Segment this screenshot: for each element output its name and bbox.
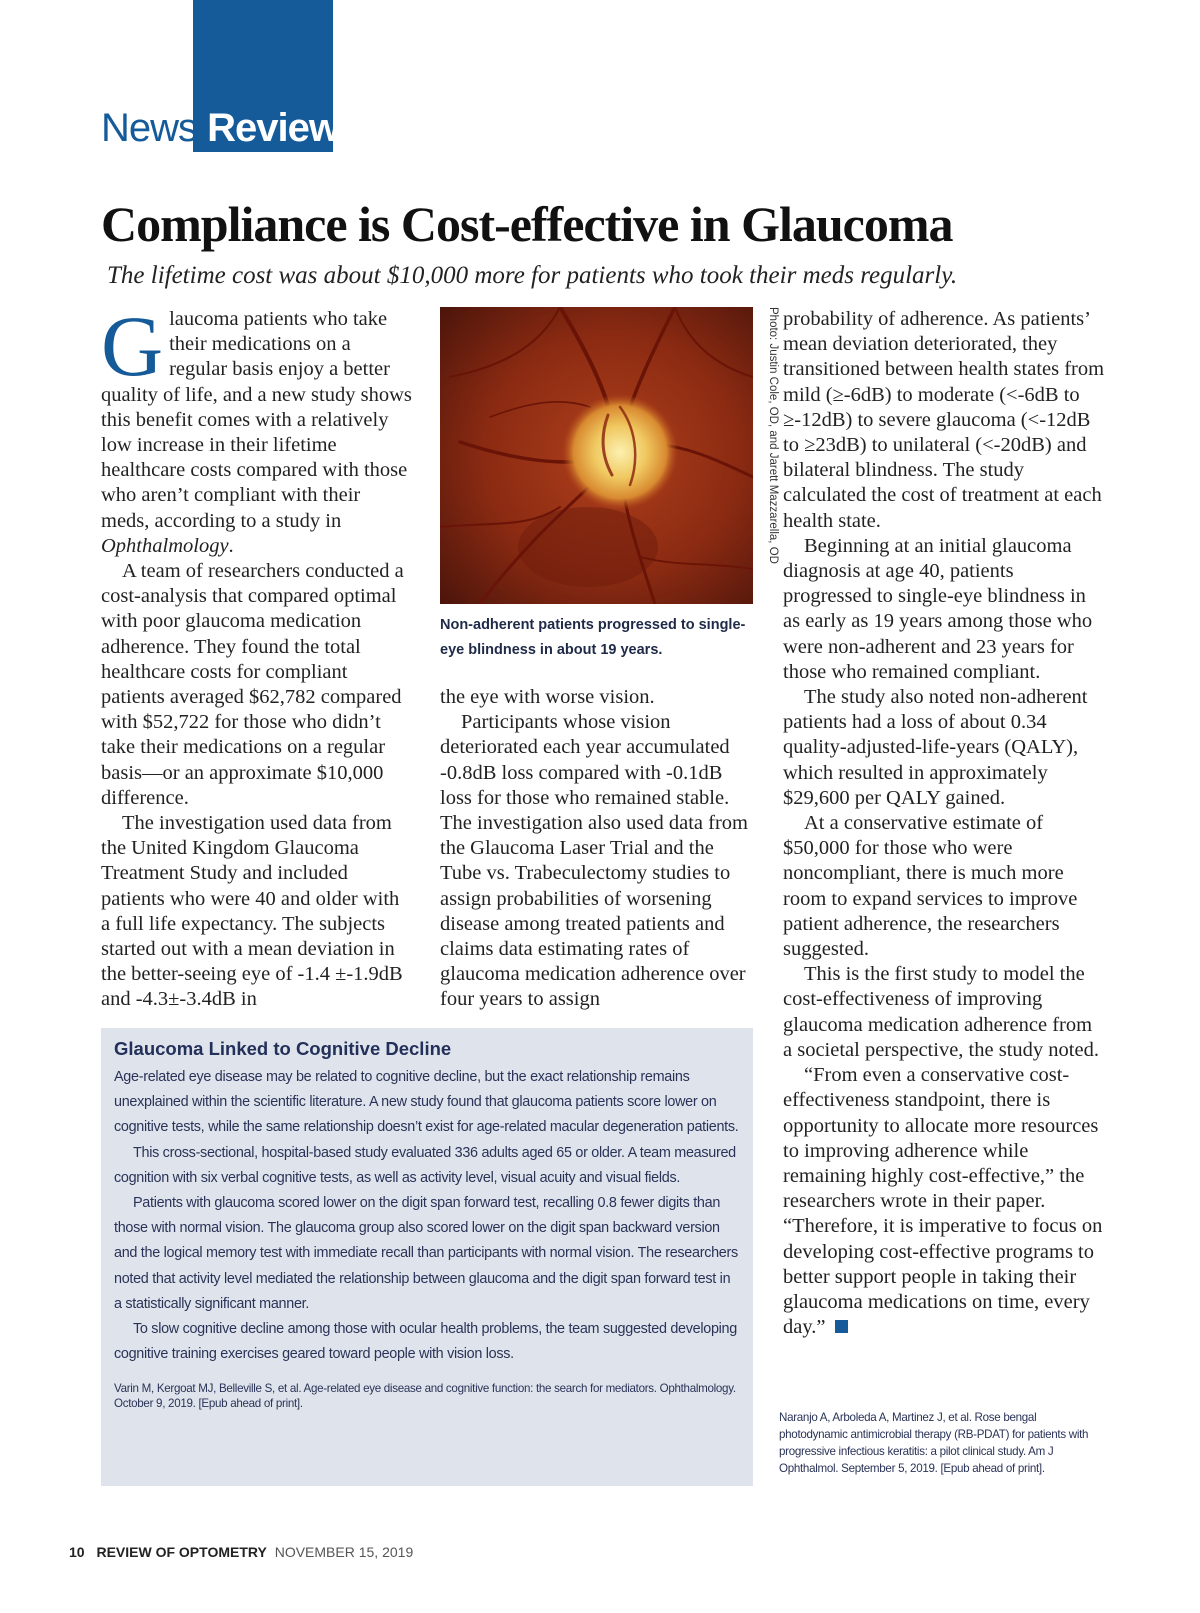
article-paragraph: This is the first study to model the cost-effectiveness of improving glaucoma medication adherence from a societal perspective, the study noted. — [783, 963, 1099, 1061]
section-label-news: News — [101, 106, 198, 150]
article-paragraph: A team of researchers conducted a cost-analysis that compared optimal with poor glaucoma medication adherence. They found the total healthcare costs for compliant patients averaged $62,782 compared with $52,722 for those who didn’t take their medications on a regular basis—or an approximate $10,000 difference. — [101, 560, 404, 809]
sidebar-box — [101, 1028, 753, 1486]
sidebar-title: Glaucoma Linked to Cognitive Decline — [114, 1038, 452, 1059]
deck-subheadline: The lifetime cost was about $10,000 more for patients who took their meds regularly. — [107, 262, 958, 289]
issue-date: NOVEMBER 15, 2019 — [274, 1544, 414, 1560]
article-paragraph: Beginning at an initial glaucoma diagnosis at age 40, patients progressed to single-eye blindness in as early as 19 years among those who were non-adherent and 23 years for those who remained compliant. — [783, 534, 1093, 683]
article-paragraph: the eye with worse vision. — [440, 686, 655, 708]
publication-name: REVIEW OF OPTOMETRY — [96, 1544, 267, 1560]
sidebar-paragraph: Age-related eye disease may be related to cognitive decline, but the exact relationship remains unexplained within the scientific literature. A new study found that glaucoma patients score lower on cognitive tests, while the same relationship doesn’t exist for age-related macular degeneration patients. — [114, 1069, 739, 1136]
sidebar-paragraph: This cross-sectional, hospital-based study evaluated 336 adults aged 65 or older. A team measured cognition with six verbal cognitive tests, as well as activity level, visual acuity and visual fields. — [114, 1144, 736, 1186]
article-reference: Naranjo A, Arboleda A, Martinez J, et al. Rose bengal photodynamic antimicrobial therapy (RB-PDAT) for patients with progressive infectious keratitis: a pilot clinical study. Am J Ophthalmol. September 5, 2019. [Epub ahead of print]. — [779, 1411, 1089, 1475]
sidebar-reference: Varin M, Kergoat MJ, Belleville S, et al. Age-related eye disease and cognitive function: the search for mediators. Ophthalmology. October 9, 2019. [Epub ahead of print]. — [114, 1382, 736, 1411]
photo-credit: Photo: Justin Cole, OD, and Jarett Mazzarella, OD — [767, 307, 779, 564]
fundus-photo — [440, 307, 753, 604]
sidebar-paragraph: Patients with glaucoma scored lower on the digit span forward test, recalling 0.8 fewer digits than those with normal vision. The glaucoma group also scored lower on the digit span backward version and the logical memory test with immediate recall than participants with normal vision. The researchers noted that activity level mediated the relationship between glaucoma and the digit span forward test in a statistically significant manner. — [114, 1195, 738, 1312]
end-of-story-mark — [835, 1320, 848, 1333]
article-paragraph: Participants whose vision deteriorated each year accumulated -0.8dB loss compared with -0.1dB loss for those who remained stable. The investigation also used data from the Glaucoma Laser Trial and the Tube vs. Trabeculectomy studies to assign probabilities of worsening disease among treated patients and claims data estimating rates of glaucoma medication adherence over four years to assign — [440, 711, 748, 1011]
article-paragraph: The study also noted non-adherent patients had a loss of about 0.34 quality-adjusted-life-years (QALY), which resulted in approximately $29,600 per QALY gained. — [783, 686, 1088, 809]
article-column-1 — [101, 298, 413, 1013]
headline: Compliance is Cost-effective in Glaucoma — [101, 196, 953, 252]
article-paragraph: “From even a conservative cost-effectiveness standpoint, there is opportunity to allocate more resources to improving adherence while remaining highly cost-effective,” the researchers wrote in their paper. “Therefore, it is imperative to focus on developing cost-effective programs to better support people in taking their glaucoma medications on time, every day.” — [783, 1064, 1103, 1339]
article-paragraph: At a conservative estimate of $50,000 for those who were noncompliant, there is much more room to expand services to improve patient adherence, the researchers suggested. — [783, 812, 1078, 961]
article-paragraph: probability of adherence. As patients’ mean deviation deteriorated, they transitioned between health states from mild (≥-6dB) to moderate (<-6dB to ≥-12dB) to severe glaucoma (<-12dB to ≥23dB) to unilateral (<-20dB) and bilateral blindness. The study calculated the cost of treatment at each health state. — [783, 308, 1105, 532]
article-paragraph: The investigation used data from the United Kingdom Glaucoma Treatment Study and included patients who were 40 and older with a full life expectancy. The subjects started out with a mean deviation in the better-seeing eye of -1.4 ±-1.9dB and -4.3±-3.4dB in — [101, 812, 403, 1011]
drop-cap: G — [101, 298, 164, 394]
section-label — [101, 103, 339, 153]
page-number: 10 — [69, 1544, 85, 1560]
article-column-3 — [783, 307, 1105, 1340]
article-column-2 — [440, 685, 758, 1013]
sidebar-paragraph: To slow cognitive decline among those with ocular health problems, the team suggested developing cognitive training exercises geared toward people with vision loss. — [114, 1321, 737, 1363]
section-label-review: Review — [207, 106, 340, 150]
article-paragraph: Glaucoma patients who take their medications on a regular basis enjoy a better quality of life, and a new study shows this benefit comes with a relatively low increase in their lifetime healthcare costs compared with those who aren’t compliant with their meds, according to a study in Ophthalmology. — [101, 298, 412, 557]
journal-name: Ophthalmology — [101, 534, 229, 557]
page-footer — [69, 1543, 413, 1561]
sidebar-body — [114, 1065, 739, 1367]
photo-caption: Non-adherent patients progressed to single-eye blindness in about 19 years. — [440, 617, 746, 658]
